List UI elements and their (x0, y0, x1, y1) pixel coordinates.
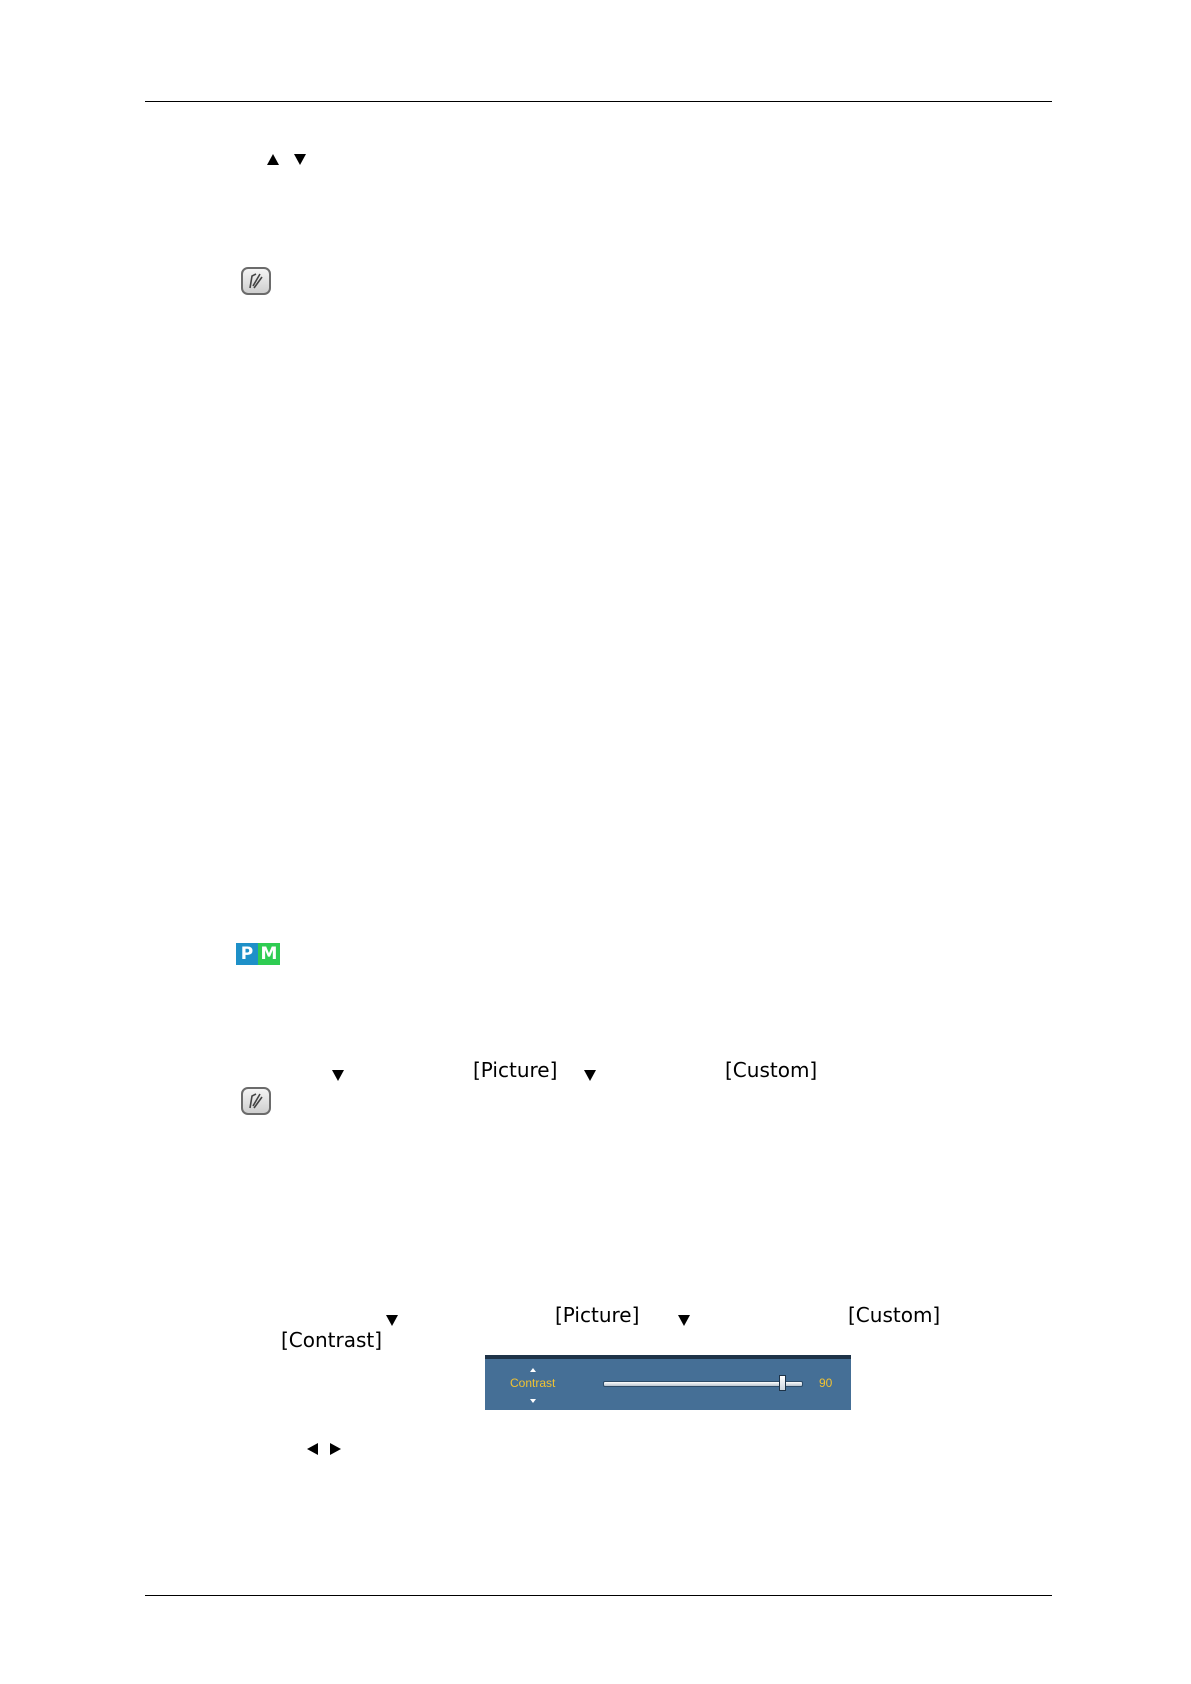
footer-rule (145, 1595, 1052, 1596)
pm-mode-badge (236, 943, 280, 965)
menu-picture-label: [Picture] (473, 1058, 558, 1082)
menu-picture-label: [Picture] (555, 1303, 640, 1327)
note-icon (241, 267, 271, 295)
menu-custom-label: [Custom] (848, 1303, 941, 1327)
triangle-down-icon (678, 1315, 690, 1326)
osd-contrast-panel (485, 1355, 851, 1410)
triangle-right-icon (330, 1443, 341, 1455)
osd-contrast-label: Contrast (510, 1376, 556, 1390)
triangle-down-icon (294, 154, 306, 165)
note-icon (241, 1087, 271, 1115)
triangle-down-icon (386, 1315, 398, 1326)
osd-contrast-slider-track[interactable] (603, 1381, 803, 1387)
triangle-down-icon (332, 1070, 344, 1081)
pm-badge-p: P (236, 943, 258, 965)
header-rule (145, 101, 1052, 102)
osd-contrast-slider-handle[interactable] (779, 1375, 786, 1391)
menu-custom-label: [Custom] (725, 1058, 818, 1082)
menu-contrast-label: [Contrast] (281, 1328, 383, 1352)
osd-down-arrow-icon (530, 1399, 536, 1403)
osd-contrast-value: 90 (819, 1376, 833, 1390)
pm-badge-m: M (258, 943, 280, 965)
triangle-down-icon (584, 1070, 596, 1081)
triangle-left-icon (307, 1443, 318, 1455)
osd-up-arrow-icon (530, 1368, 536, 1372)
triangle-up-icon (267, 154, 279, 165)
